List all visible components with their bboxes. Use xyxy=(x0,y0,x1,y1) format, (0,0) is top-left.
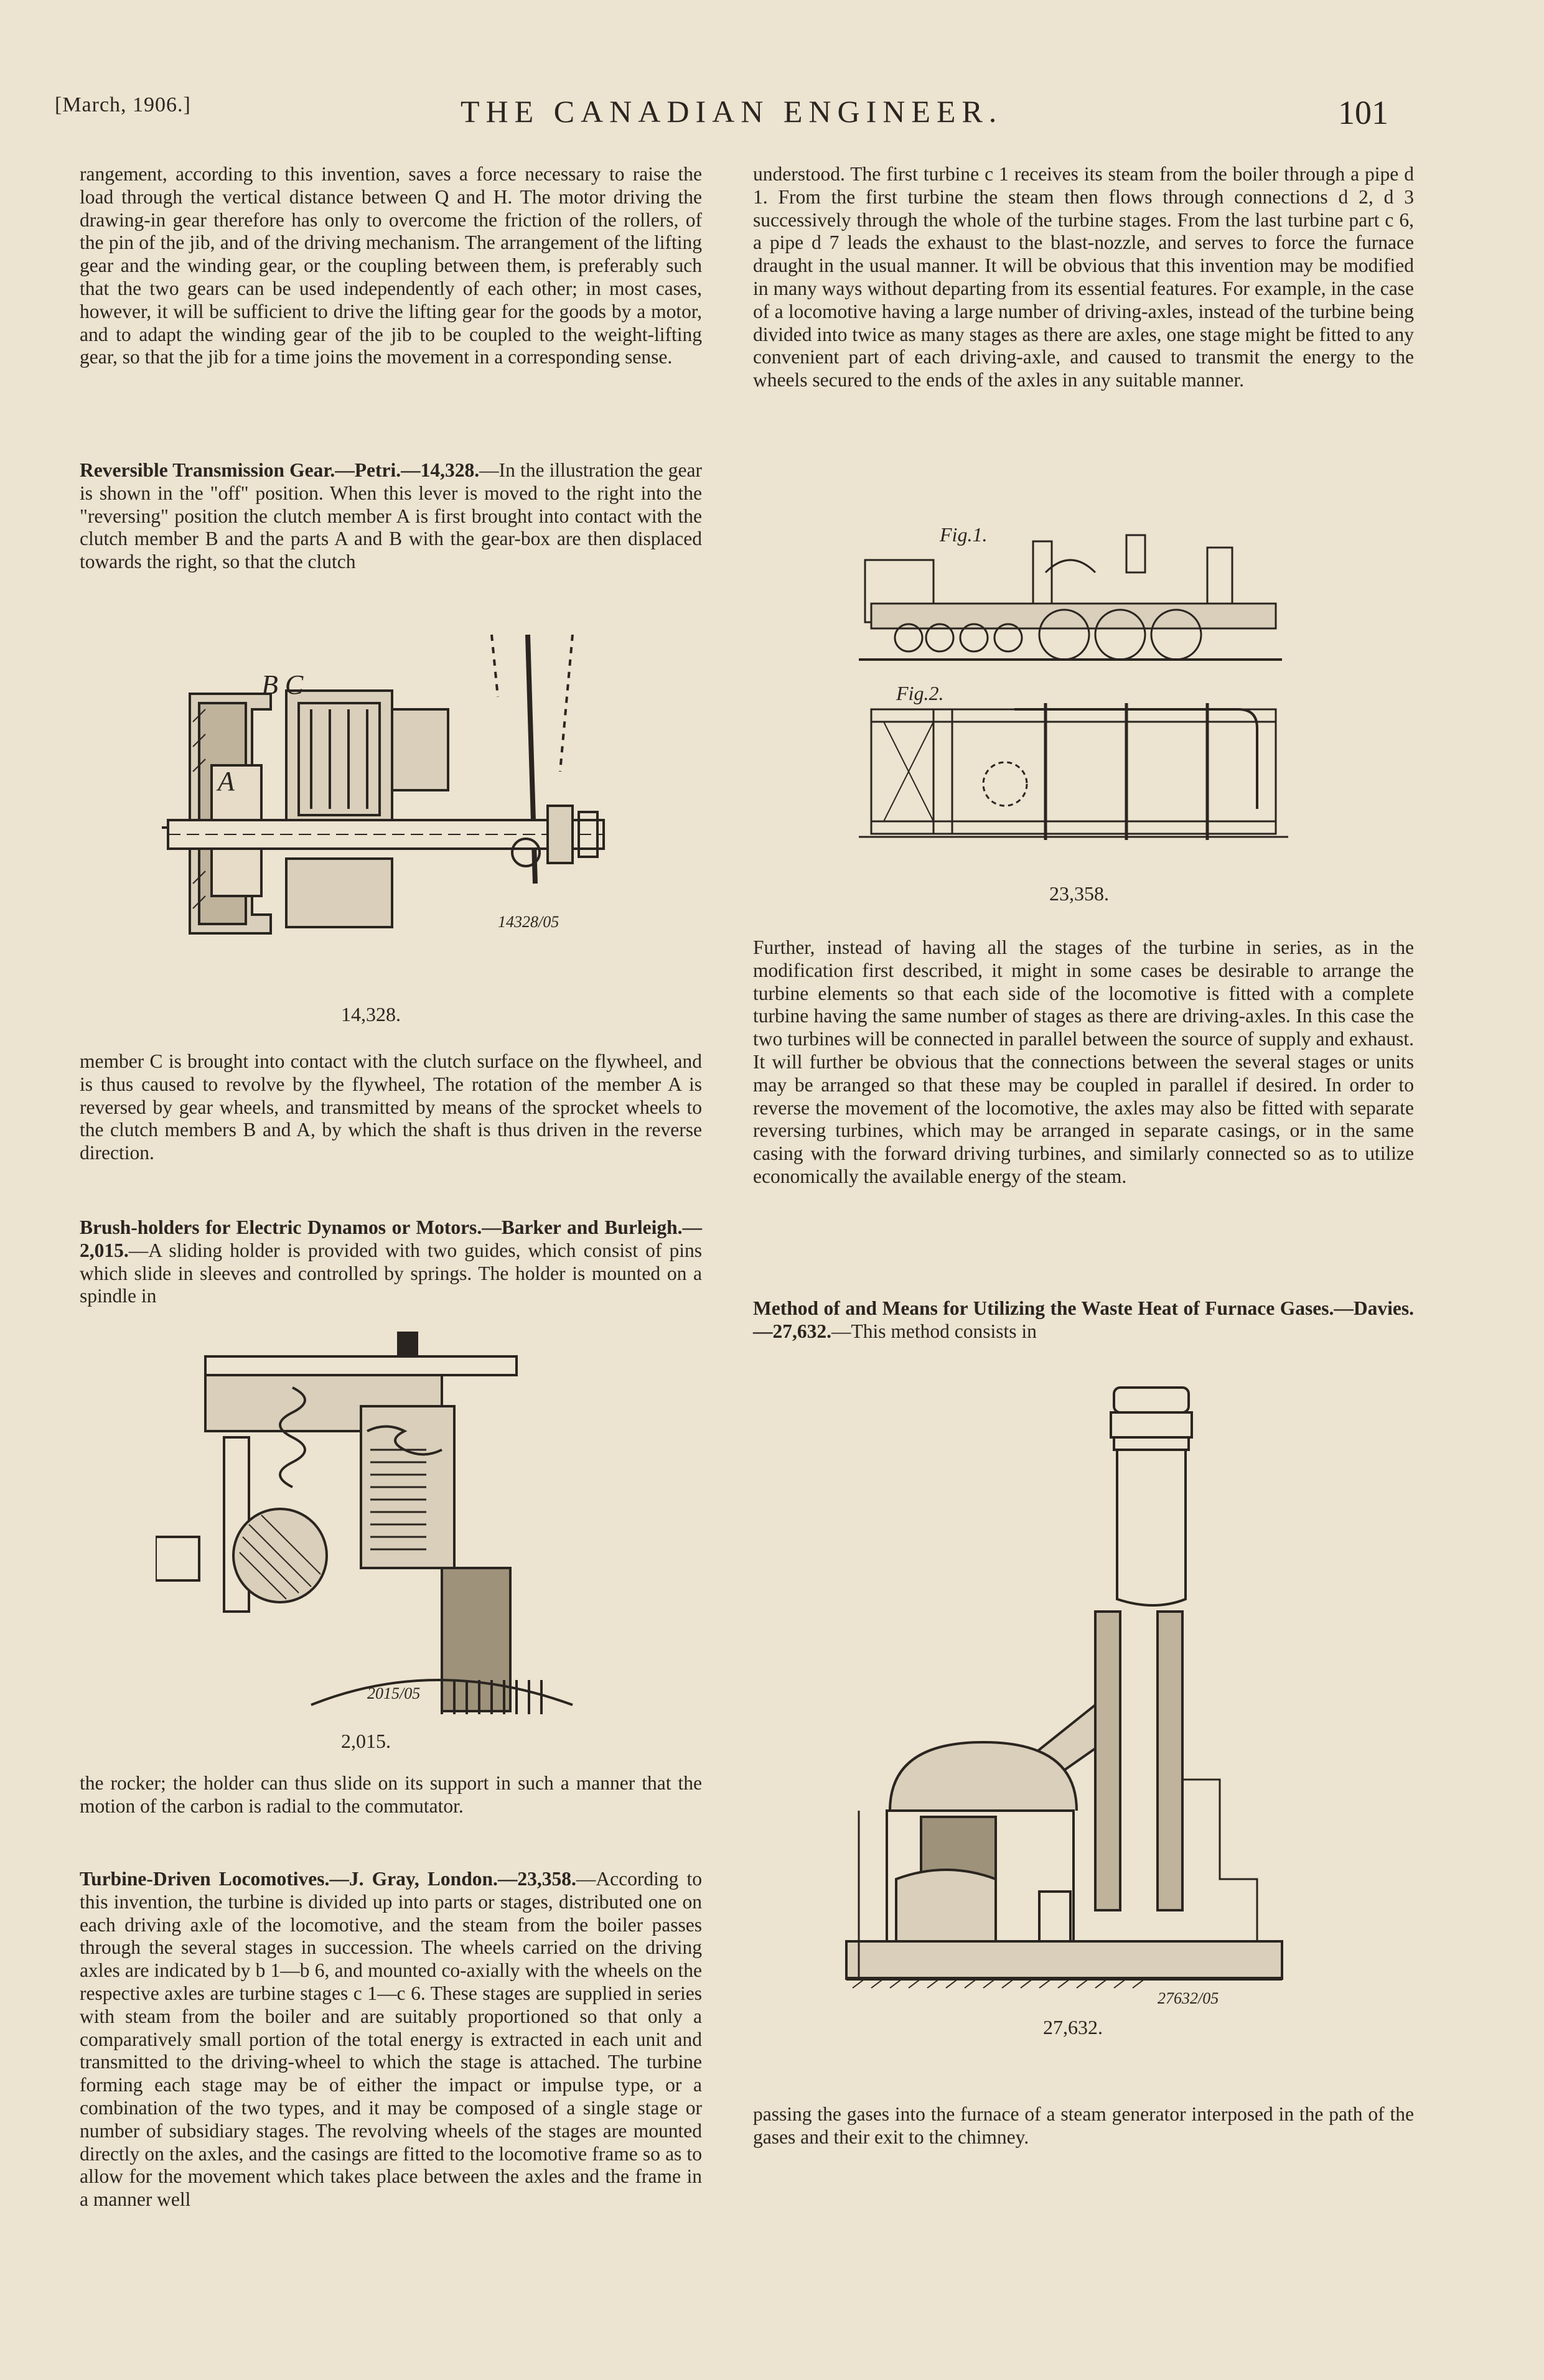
figure-stamp: 27632/05 xyxy=(1158,1989,1219,2007)
article-heading-reversible-gear: Reversible Transmission Gear.—Petri.—14,328. xyxy=(80,459,480,481)
figure-label-fig1: Fig.1. xyxy=(940,523,988,546)
right-paragraph-4: passing the gases into the furnace of a steam generator interposed in the path of the gases and their exit to the chimney. xyxy=(753,2103,1414,2148)
right-paragraph-2: Further, instead of having all the stages of the turbine in series, as in the modification first described, it might in some cases be desirable to arrange the turbine elements so that each side of the locomotive is fitted with a complete turbine having the same number of stages as there are driving-axles. In this case the two turbines will be connected in parallel between the source of supply and exhaust. It will further be obvious that the connections between the several stages or units may be arranged so that these may be coupled in parallel if desired. In order to reverse the movement of the locomotive, the axles may also be fitted with separate reversing turbines, which may be arranged in separate casings, or in the same casing with the forward driving turbines, and similarly connected so as to utilize economically the available energy of the steam. xyxy=(753,936,1414,1187)
issue-date: [March, 1906.] xyxy=(55,93,191,116)
left-paragraph-3: member C is brought into contact with the clutch surface on the flywheel, and is thus caused to revolve by the flywheel, The rotation of the member A is reversed by gear wheels, and transmitted by means of the sprocket wheels to the clutch members B and A, by which the shaft is thus driven in the reverse direction. xyxy=(80,1050,702,1164)
left-paragraph-1: rangement, according to this invention, saves a force necessary to raise the load through the vertical distance between Q and H. The motor driving the drawing-in gear therefore has only to overcome the friction of the rollers, of the pin of the jib, and of the driving mechanism. The arrangement of the lifting gear and the winding gear, or the coupling between them, is preferably such that the two gears can be used independently of each other; in most cases, however, it will be sufficient to drive the lifting gear for the goods by a motor, and to adapt the winding gear of the jib to be coupled to the weight-lifting gear, so that the jib for a time joins the movement in a corresponding sense. xyxy=(80,163,702,368)
figure-brush-holder xyxy=(156,1332,591,1717)
left-paragraph-2: Reversible Transmission Gear.—Petri.—14,328.—In the illustration the gear is shown in the "off" position. When this lever is moved to the right into the "reversing" position the clutch member A is first brought into contact with the clutch member B and the parts A and B with the gear-box are then displaced towards the right, so that the clutch xyxy=(80,459,702,573)
article-heading-brush-holders: Brush-holders for Electric Dynamos or Motors.—Barker and Burleigh.—2,015. xyxy=(80,1216,702,1261)
figure-stamp: 2015/05 xyxy=(367,1684,421,1702)
figure-caption-14328: 14,328. xyxy=(341,1003,401,1025)
figure-waste-heat-furnace xyxy=(834,1381,1332,2016)
left-paragraph-4: Brush-holders for Electric Dynamos or Motors.—Barker and Burleigh.—2,015.—A sliding holder is provided with two guides, which consist of pins which slide in sleeves and controlled by springs. The holder is mounted on a spindle in xyxy=(80,1216,702,1307)
page-number: 101 xyxy=(1338,94,1388,131)
figure-reversible-transmission-gear xyxy=(124,622,635,1002)
left-paragraph-5: the rocker; the holder can thus slide on its support in such a manner that the motion of the carbon is radial to the commutator. xyxy=(80,1772,702,1817)
article-heading-turbine-locomotives: Turbine-Driven Locomotives.—J. Gray, London.—23,358. xyxy=(80,1868,576,1890)
journal-title: THE CANADIAN ENGINEER. xyxy=(461,94,1003,129)
figure-label-fig2: Fig.2. xyxy=(896,682,944,704)
figure-caption-2015: 2,015. xyxy=(341,1730,391,1752)
figure-caption-27632: 27,632. xyxy=(1043,2016,1103,2038)
article-heading-waste-heat: Method of and Means for Utilizing the Waste Heat of Furnace Gases.—Davies.—27,632. xyxy=(753,1297,1414,1342)
figure-label-bc: B C xyxy=(261,670,304,700)
right-paragraph-1: understood. The first turbine c 1 receives its steam from the boiler through a pipe d 1. From the first turbine the steam then flows through connections d 2, d 3 successively through the whole of the turbine stages. From the last turbine part c 6, a pipe d 7 leads the exhaust to the blast-nozzle, and serves to force the furnace draught in the usual manner. It will be obvious that this invention may be modified in many ways without departing from its essential features. For example, in the case of a locomotive having a large number of driving-axles, instead of the turbine being divided into twice as many stages as there are axles, one stage might be fitted to any convenient part of each driving-axle, and caused to transmit the energy to the wheels secured to the ends of the axles in any suitable manner. xyxy=(753,163,1414,391)
figure-turbine-locomotive xyxy=(859,510,1319,871)
right-paragraph-3: Method of and Means for Utilizing the Waste Heat of Furnace Gases.—Davies.—27,632.—This method consists in xyxy=(753,1297,1414,1342)
figure-label-a: A xyxy=(218,766,235,796)
figure-caption-23358: 23,358. xyxy=(1049,882,1109,905)
figure-stamp: 14328/05 xyxy=(498,913,559,931)
left-paragraph-6: Turbine-Driven Locomotives.—J. Gray, London.—23,358.—According to this invention, the turbine is divided up into parts or stages, distributed one on each driving axle of the locomotive, and the steam from the boiler passes through the several stages in succession. The wheels carried on the driving axles are indicated by b 1—b 6, and mounted co-axially with the wheels on the respective axles are turbine stages c 1—c 6. These stages are supplied in series with steam from the boiler and are suitably proportioned so that only a comparatively small portion of the total energy is extracted in each unit and transmitted to the driving-wheel to which the stage is attached. The turbine forming each stage may be of either the impact or impulse type, or a combination of the two types, and it may be composed of a single stage or number of subsidiary stages. The revolving wheels of the stages are mounted directly on the axles, and the casings are fitted to the locomotive frame so as to allow for the movement which takes place between the axles and the frame in a manner well xyxy=(80,1868,702,2211)
